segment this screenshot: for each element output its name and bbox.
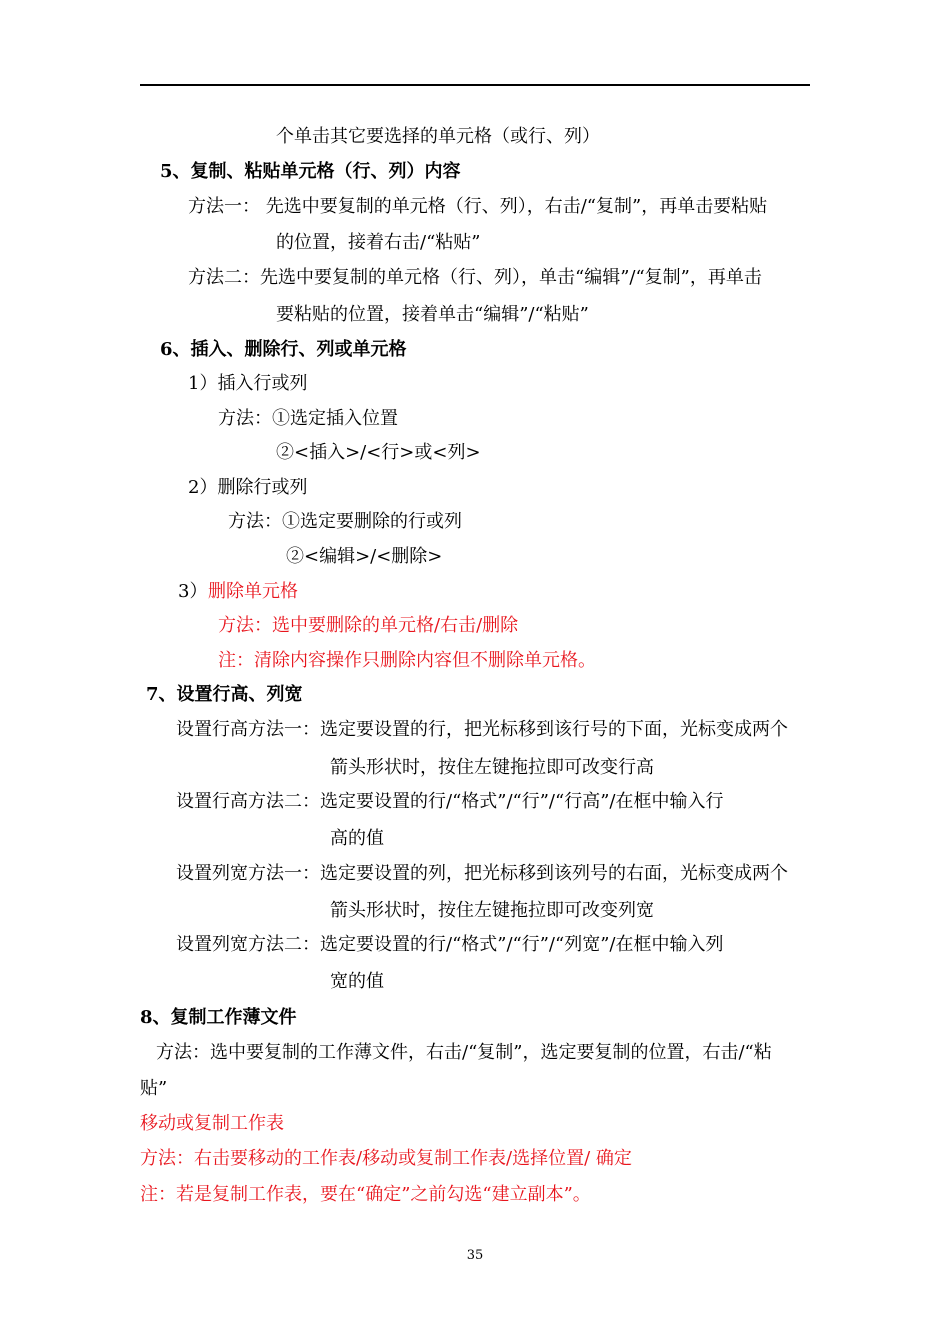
section-heading-7: 7、设置行高、列宽 xyxy=(146,684,303,705)
text-line: 个单击其它要选择的单元格（或行、列） xyxy=(276,126,600,147)
text-line: 设置行高方法二：选定要设置的行/“格式”/“行”/“行高”/在框中输入行 xyxy=(176,791,724,812)
text-line: 1）插入行或列 xyxy=(188,373,308,394)
text-line: 方法二：先选中要复制的单元格（行、列），单击“编辑”/“复制”，再单击 xyxy=(188,267,762,288)
note-line-red: 注：若是复制工作表，要在“确定”之前勾选“建立副本”。 xyxy=(140,1184,591,1205)
text-line-red: 方法：右击要移动的工作表/移动或复制工作表/选择位置/ 确定 xyxy=(140,1148,632,1169)
text-line: 设置列宽方法二：选定要设置的行/“格式”/“行”/“列宽”/在框中输入列 xyxy=(176,934,724,955)
section-heading-5: 5、复制、粘贴单元格（行、列）内容 xyxy=(160,161,461,182)
text-line: 要粘贴的位置，接着单击“编辑”/“粘贴” xyxy=(276,304,589,325)
text-line: 高的值 xyxy=(330,828,384,849)
subsection-title-red: 删除单元格 xyxy=(208,581,298,602)
text-line: ②<编辑>/<删除> xyxy=(286,546,443,567)
text-line: 箭头形状时，按住左键拖拉即可改变行高 xyxy=(330,757,654,778)
text-line: 宽的值 xyxy=(330,971,384,992)
text-line: 2）删除行或列 xyxy=(188,477,308,498)
text-line: 贴” xyxy=(140,1078,168,1099)
text-line: 方法：①选定要删除的行或列 xyxy=(228,511,462,532)
text-line: 方法一： 先选中要复制的单元格（行、列），右击/“复制”，再单击要粘贴 xyxy=(188,196,768,217)
text-line: 设置行高方法一：选定要设置的行，把光标移到该行号的下面，光标变成两个 xyxy=(176,719,788,740)
text-line: ②<插入>/<行>或<列> xyxy=(276,442,481,463)
subsection-number: 3） xyxy=(178,581,208,602)
text-line: 设置列宽方法一：选定要设置的列，把光标移到该列号的右面，光标变成两个 xyxy=(176,863,788,884)
text-line: 方法：①选定插入位置 xyxy=(218,408,398,429)
text-line-red: 方法：选中要删除的单元格/右击/删除 xyxy=(218,615,519,636)
text-line: 的位置，接着右击/“粘贴” xyxy=(276,232,481,253)
text-line: 方法：选中要复制的工作薄文件，右击/“复制”，选定要复制的位置，右击/“粘 xyxy=(156,1042,772,1063)
text-line: 箭头形状时，按住左键拖拉即可改变列宽 xyxy=(330,900,654,921)
note-line-red: 注：清除内容操作只删除内容但不删除单元格。 xyxy=(218,650,596,671)
subsection-title-red: 移动或复制工作表 xyxy=(140,1113,284,1134)
section-heading-6: 6、插入、删除行、列或单元格 xyxy=(160,339,407,360)
section-heading-8: 8、复制工作薄文件 xyxy=(140,1007,297,1028)
header-rule xyxy=(140,84,810,86)
page-number: 35 xyxy=(466,1248,484,1263)
